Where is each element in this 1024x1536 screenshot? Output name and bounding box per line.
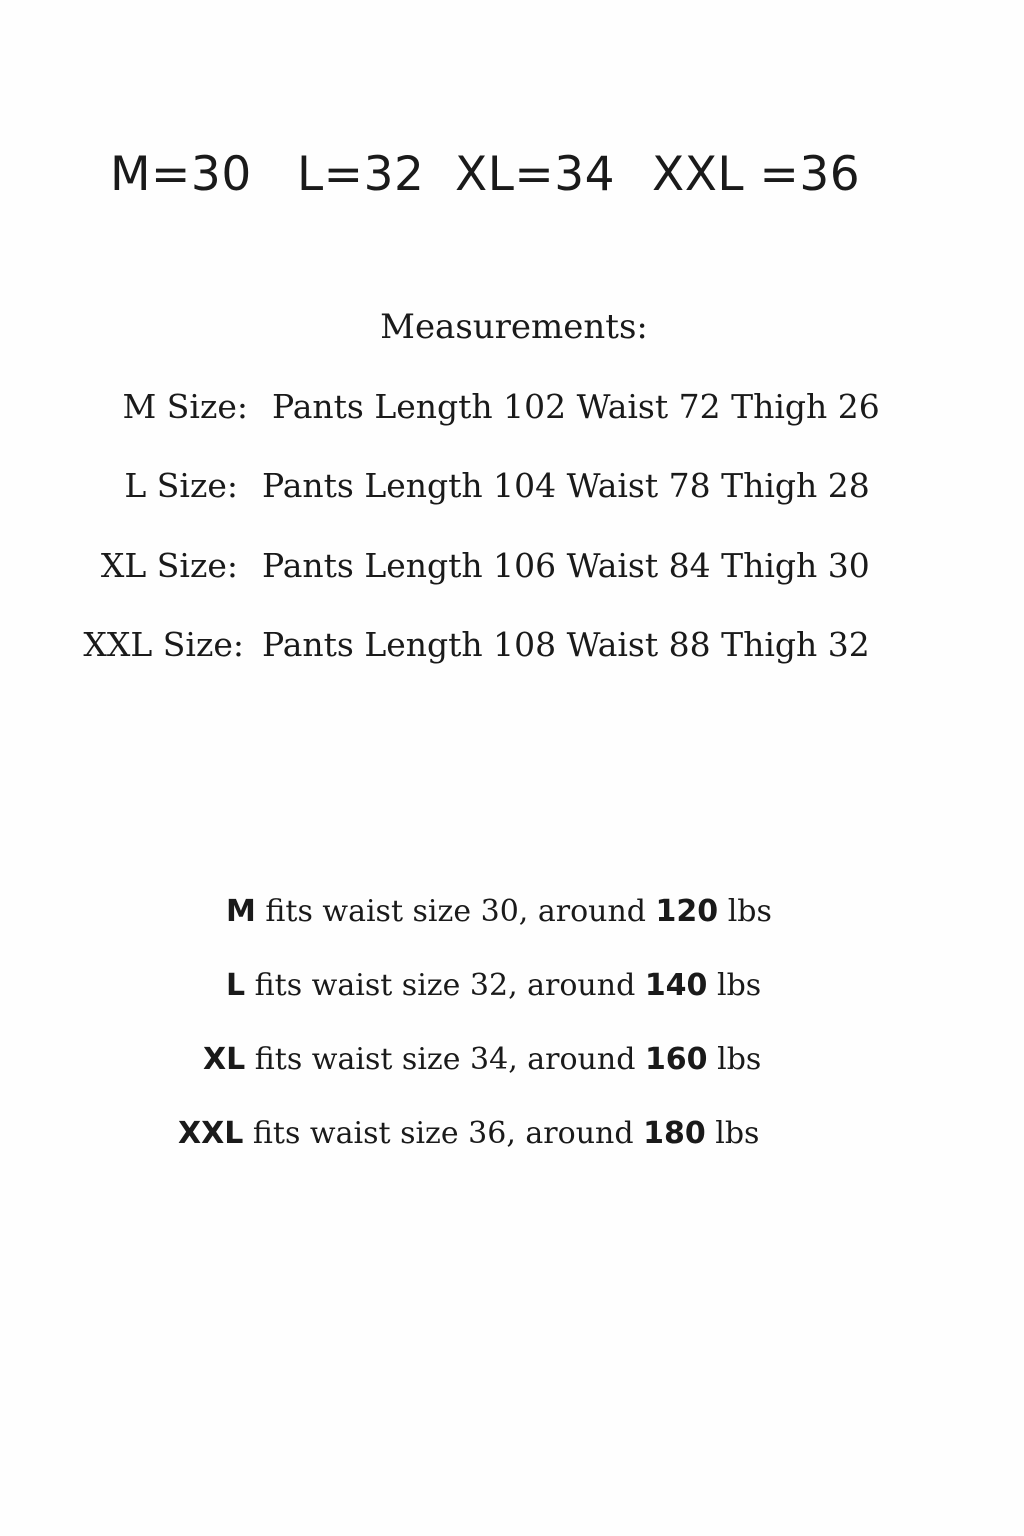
measurement-values: Pants Length 106 Waist 84 Thigh 30 bbox=[262, 546, 870, 585]
size-map-xxl: XXL =36 bbox=[652, 147, 861, 202]
fit-unit: lbs bbox=[707, 1042, 762, 1077]
fit-text: fits waist size 30, around bbox=[255, 894, 656, 929]
fit-size: XXL bbox=[178, 1116, 244, 1151]
fit-size: M bbox=[226, 894, 256, 929]
measurement-row-l bbox=[0, 463, 1024, 509]
size-map-m: M=30 bbox=[110, 147, 252, 202]
fit-row-xl bbox=[0, 1037, 1024, 1083]
fit-size: XL bbox=[203, 1042, 246, 1077]
size-mapping-line bbox=[0, 140, 1024, 210]
size-map-xl: XL=34 bbox=[455, 147, 616, 202]
fit-weight: 180 bbox=[643, 1116, 706, 1151]
fit-unit: lbs bbox=[707, 968, 762, 1003]
fit-row-l bbox=[0, 963, 1024, 1009]
measurement-row-xxl bbox=[0, 622, 1024, 668]
fit-text: fits waist size 36, around bbox=[243, 1116, 644, 1151]
fit-weight: 160 bbox=[644, 1042, 708, 1077]
fit-weight: 120 bbox=[655, 894, 719, 929]
measurement-row-m bbox=[0, 384, 1024, 430]
measurement-label: XL Size: bbox=[100, 546, 238, 585]
measurement-values: Pants Length 104 Waist 78 Thigh 28 bbox=[262, 466, 870, 505]
fit-row-m bbox=[0, 889, 1024, 935]
measurement-label: XXL Size: bbox=[83, 625, 244, 664]
measurement-values: Pants Length 108 Waist 88 Thigh 32 bbox=[262, 625, 870, 664]
fit-size: L bbox=[226, 968, 246, 1003]
fit-row-xxl bbox=[0, 1111, 1024, 1157]
fit-unit: lbs bbox=[718, 894, 772, 929]
measurement-values: Pants Length 102 Waist 72 Thigh 26 bbox=[272, 387, 880, 426]
measurement-row-xl bbox=[0, 543, 1024, 589]
fit-text: fits waist size 34, around bbox=[245, 1042, 645, 1077]
fit-unit: lbs bbox=[705, 1116, 760, 1151]
measurement-label: M Size: bbox=[122, 387, 248, 426]
measurement-label: L Size: bbox=[124, 466, 238, 505]
measurements-title: Measurements: bbox=[380, 307, 648, 347]
size-map-l: L=32 bbox=[297, 147, 425, 202]
fit-text: fits waist size 32, around bbox=[245, 968, 645, 1003]
fit-weight: 140 bbox=[644, 968, 708, 1003]
